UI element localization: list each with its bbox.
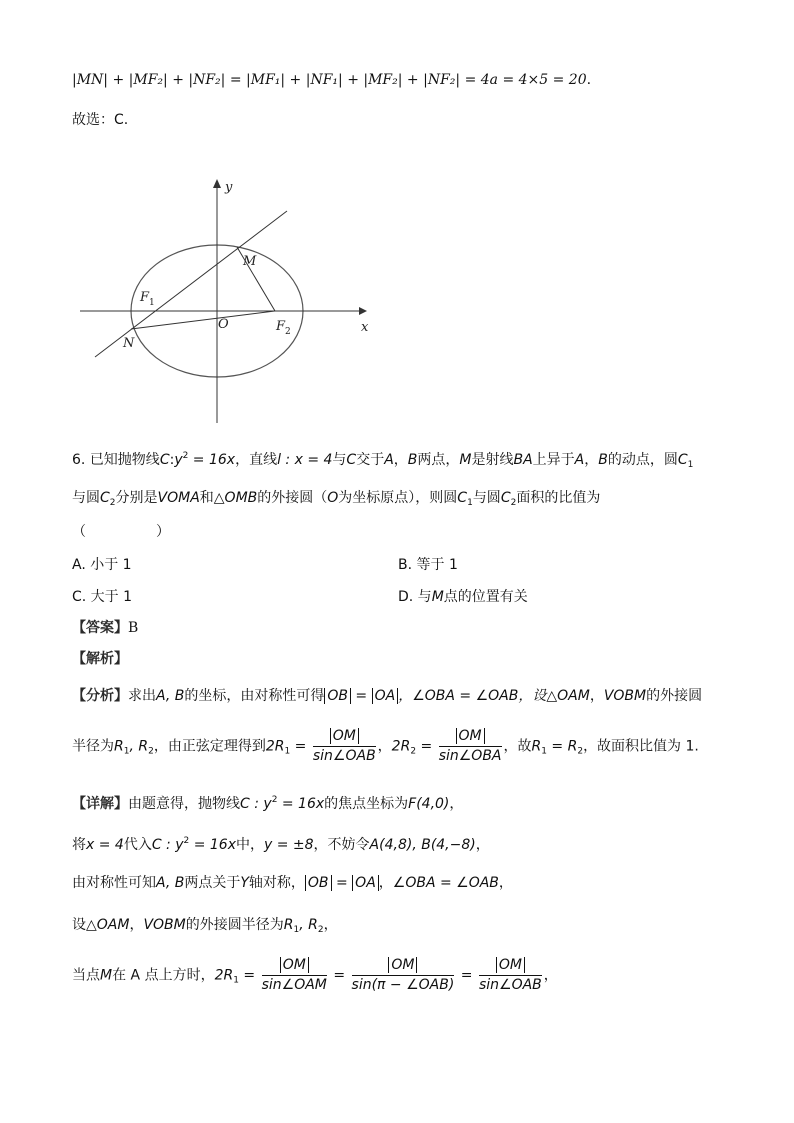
- analysis-math: R: [114, 738, 124, 755]
- q6-math: A: [574, 452, 585, 468]
- q6-math: 1: [687, 460, 694, 470]
- fraction-2r1: [313, 728, 376, 765]
- label-m: M: [243, 254, 257, 269]
- set-text: ，: [323, 917, 338, 933]
- label-x: x: [361, 320, 369, 335]
- sym-math: OB: [305, 875, 332, 891]
- label-o: O: [218, 317, 229, 332]
- fraction-den: sin∠OAM: [261, 977, 327, 993]
- analysis-math: 2: [148, 746, 154, 757]
- q6-text: 上异于: [532, 452, 575, 468]
- analysis-math: , R: [129, 738, 149, 755]
- q6-math: 2: [510, 498, 517, 508]
- sub-text: ，不妨令: [313, 837, 370, 853]
- analysis-text: ，: [589, 688, 604, 704]
- fraction-den: sin(π − ∠OAB): [351, 977, 455, 993]
- sub-math: C : y: [151, 837, 184, 853]
- x-axis-arrow: [359, 307, 367, 315]
- q6-math: C: [159, 452, 170, 468]
- fraction-num: OM: [496, 957, 525, 973]
- analysis-math: ，∠OBA = ∠OAB，设: [398, 688, 547, 704]
- q6-text: 分别是: [115, 490, 158, 506]
- set-math: 2: [317, 925, 324, 935]
- option-d-text: D. 与: [398, 589, 432, 605]
- detail-tag: 【详解】: [72, 796, 128, 812]
- analysis-line1: [72, 686, 702, 706]
- set-radius-line: [72, 915, 338, 940]
- analysis-math: 1: [123, 746, 130, 757]
- sub-math: = 16x: [189, 837, 236, 853]
- analysis-text: 半径为: [72, 738, 114, 755]
- sym-text: 由对称性可知: [72, 875, 156, 891]
- ellipse-figure: [75, 175, 375, 430]
- analysis-text: ，故: [503, 738, 532, 755]
- sub-math: x = 4: [86, 837, 124, 853]
- sum-equation: [72, 70, 591, 90]
- q6-math: y: [174, 452, 183, 468]
- option-d-math: M: [431, 589, 444, 605]
- fraction-oab: [479, 957, 542, 994]
- sym-math: A, B: [156, 875, 185, 891]
- sub-math: A(4,8), B(4,−8): [369, 837, 476, 853]
- q6-math: :: [169, 452, 175, 468]
- q6-math: VOMA: [157, 490, 200, 506]
- sym-text: 轴对称，: [248, 875, 305, 891]
- q6-math: 2: [182, 451, 189, 461]
- question-number: 6.: [72, 452, 86, 468]
- analysis-math: =: [350, 688, 372, 704]
- label-f1: F: [140, 290, 150, 305]
- analysis-math: OB: [324, 688, 351, 704]
- q6-text: 面积的比值为: [516, 490, 601, 506]
- q6-text: 的外接圆（: [257, 490, 328, 506]
- last-math: M: [100, 967, 113, 984]
- detail-math: : y: [249, 796, 272, 812]
- q6-text: 和: [199, 490, 214, 506]
- q6-math: = 16x: [188, 452, 236, 468]
- q6-math: B: [598, 452, 608, 468]
- detail-math: C: [240, 796, 250, 812]
- analysis-math: A, B: [156, 688, 185, 704]
- set-math: VOBM: [143, 917, 186, 933]
- sum-equation-text: |MN| + |MF₂| + |NF₂| = |MF₁| + |NF₁| + |MF₂| + |NF₂| = 4a = 4×5 = 20: [72, 72, 587, 88]
- analysis-math: 2: [577, 746, 584, 757]
- analysis-math: 2: [410, 746, 417, 757]
- fraction-num: OM: [456, 728, 485, 744]
- label-f2-sub: 2: [285, 327, 291, 337]
- option-d: [398, 587, 528, 607]
- sym-text: 两点关于: [184, 875, 241, 891]
- option-c: C. 大于 1: [72, 589, 133, 605]
- detail-math: = 16x: [277, 796, 325, 812]
- set-math: R: [283, 917, 294, 933]
- last-math: 1: [233, 975, 239, 986]
- q6-math: : x = 4: [280, 452, 333, 468]
- label-f1-sub: 1: [149, 298, 155, 308]
- q6-text: 与圆: [72, 490, 100, 506]
- q6-math: C: [457, 490, 468, 506]
- last-math: 2R: [214, 967, 234, 984]
- q6-text: 与圆: [472, 490, 501, 506]
- q6-math: C: [346, 452, 357, 468]
- analysis-tag: 【分析】: [72, 688, 128, 704]
- fraction-num: OM: [388, 957, 417, 973]
- label-n: N: [123, 336, 135, 351]
- sym-math: OA: [352, 875, 379, 891]
- fraction-den: sin∠OAB: [478, 977, 542, 993]
- analysis-text: ，: [377, 738, 392, 755]
- q6-text: 与: [332, 452, 347, 468]
- last-math: =: [456, 967, 477, 984]
- analysis-text: 的外接圆: [646, 688, 703, 704]
- label-f2: F: [276, 319, 286, 334]
- q6-text: 交于: [356, 452, 385, 468]
- analysis-text: 求出: [128, 688, 156, 704]
- analysis-math: 2R: [265, 738, 285, 755]
- fraction-num: OM: [280, 957, 309, 973]
- answer-paren: （ ）: [72, 524, 170, 540]
- answer-line: [72, 618, 138, 638]
- y-axis-arrow: [213, 179, 221, 188]
- detail-math: 2: [271, 795, 278, 805]
- q6-math: B: [407, 452, 418, 468]
- set-math: △OAM: [86, 917, 130, 933]
- last-math: =: [328, 967, 350, 984]
- last-text: 在 A 点上方时，: [112, 967, 215, 984]
- fraction-oam: [262, 957, 327, 994]
- q6-text: ，直线: [235, 452, 278, 468]
- sub-text: 将: [72, 837, 86, 853]
- q6-math: l: [277, 452, 281, 468]
- q6-math: BA: [513, 452, 533, 468]
- analysis-math: VOBM: [603, 688, 647, 704]
- question-6-line1: [72, 446, 693, 475]
- analysis-math: = R: [546, 738, 578, 755]
- q6-math: 2: [109, 498, 116, 508]
- q6-text: 两点，: [417, 452, 460, 468]
- sub-text: ，: [475, 837, 490, 853]
- final-equation-line: [72, 957, 558, 994]
- option-a: A. 小于 1: [72, 557, 132, 573]
- option-b: B. 等于 1: [398, 557, 458, 573]
- sub-text: 代入: [123, 837, 152, 853]
- option-d-text: 点的位置有关: [443, 589, 528, 605]
- q6-math: O: [327, 490, 339, 506]
- q6-text: ，: [584, 452, 599, 468]
- analysis-math: OA: [372, 688, 399, 704]
- sub-text: 中，: [235, 837, 264, 853]
- fraction-den: sin∠OAB: [312, 748, 376, 764]
- fraction-num: OM: [330, 728, 359, 744]
- set-math: 1: [293, 925, 300, 935]
- analysis-math: 1: [284, 746, 291, 757]
- detail-text: ，: [449, 796, 464, 812]
- q6-text: 是射线: [471, 452, 514, 468]
- set-text: ，: [129, 917, 144, 933]
- last-math: =: [238, 967, 260, 984]
- q6-math: 1: [467, 498, 473, 508]
- fraction-2r2: [439, 728, 502, 765]
- q6-math: A: [384, 452, 394, 468]
- sym-text: ，: [498, 875, 513, 891]
- analysis-math: 2R: [391, 738, 411, 755]
- fraction-pi: [352, 957, 455, 994]
- question-6-line2: [72, 488, 600, 513]
- analysis-math: 1: [541, 746, 547, 757]
- last-text: 当点: [72, 967, 100, 984]
- sym-math: =: [331, 875, 353, 891]
- last-text: ，: [543, 967, 558, 984]
- q6-math: M: [459, 452, 472, 468]
- q6-math: C: [100, 490, 110, 506]
- q6-math: C: [677, 452, 688, 468]
- sub-math: y = ±8: [263, 837, 314, 853]
- sum-equation-period: .: [586, 72, 592, 88]
- analysis-math: =: [416, 738, 437, 755]
- answer-value: B: [128, 620, 139, 636]
- q6-text: 已知抛物线: [89, 452, 160, 468]
- analysis-math: R: [531, 738, 542, 755]
- q6-text: 的动点，圆: [607, 452, 678, 468]
- jiexi-tag: 【解析】: [72, 651, 128, 667]
- analysis-text: 的坐标，由对称性可得: [184, 688, 325, 704]
- answer-tag: 【答案】: [72, 620, 128, 636]
- symmetry-line: [72, 873, 513, 893]
- analysis-text: ，由正弦定理得到: [153, 738, 266, 755]
- analysis-line2: [72, 728, 699, 765]
- set-text: 的外接圆半径为: [185, 917, 284, 933]
- detail-line1: [72, 790, 463, 814]
- analysis-text: ，故面积比值为 1.: [583, 738, 699, 755]
- analysis-math: =: [290, 738, 311, 755]
- sub-math: 2: [183, 836, 190, 846]
- label-y: y: [225, 180, 233, 195]
- sym-math: Y: [240, 875, 249, 891]
- substitute-line: [72, 831, 490, 855]
- detail-math: F(4,0): [408, 796, 450, 812]
- set-math: , R: [299, 917, 318, 933]
- q6-text: ，: [393, 452, 408, 468]
- detail-text: 的焦点坐标为: [324, 796, 409, 812]
- fraction-den: sin∠OBA: [438, 748, 502, 764]
- analysis-math: △OAM: [546, 688, 590, 704]
- choose-answer: 故选：C.: [72, 112, 129, 128]
- set-text: 设: [72, 917, 86, 933]
- q6-math: C: [500, 490, 511, 506]
- q6-text: 为坐标原点），则圆: [338, 490, 458, 506]
- sym-text: ，: [378, 875, 393, 891]
- q6-math: △OMB: [213, 490, 258, 506]
- sym-math: ∠OBA = ∠OAB: [392, 875, 499, 891]
- detail-text: 由题意得，抛物线: [128, 796, 240, 812]
